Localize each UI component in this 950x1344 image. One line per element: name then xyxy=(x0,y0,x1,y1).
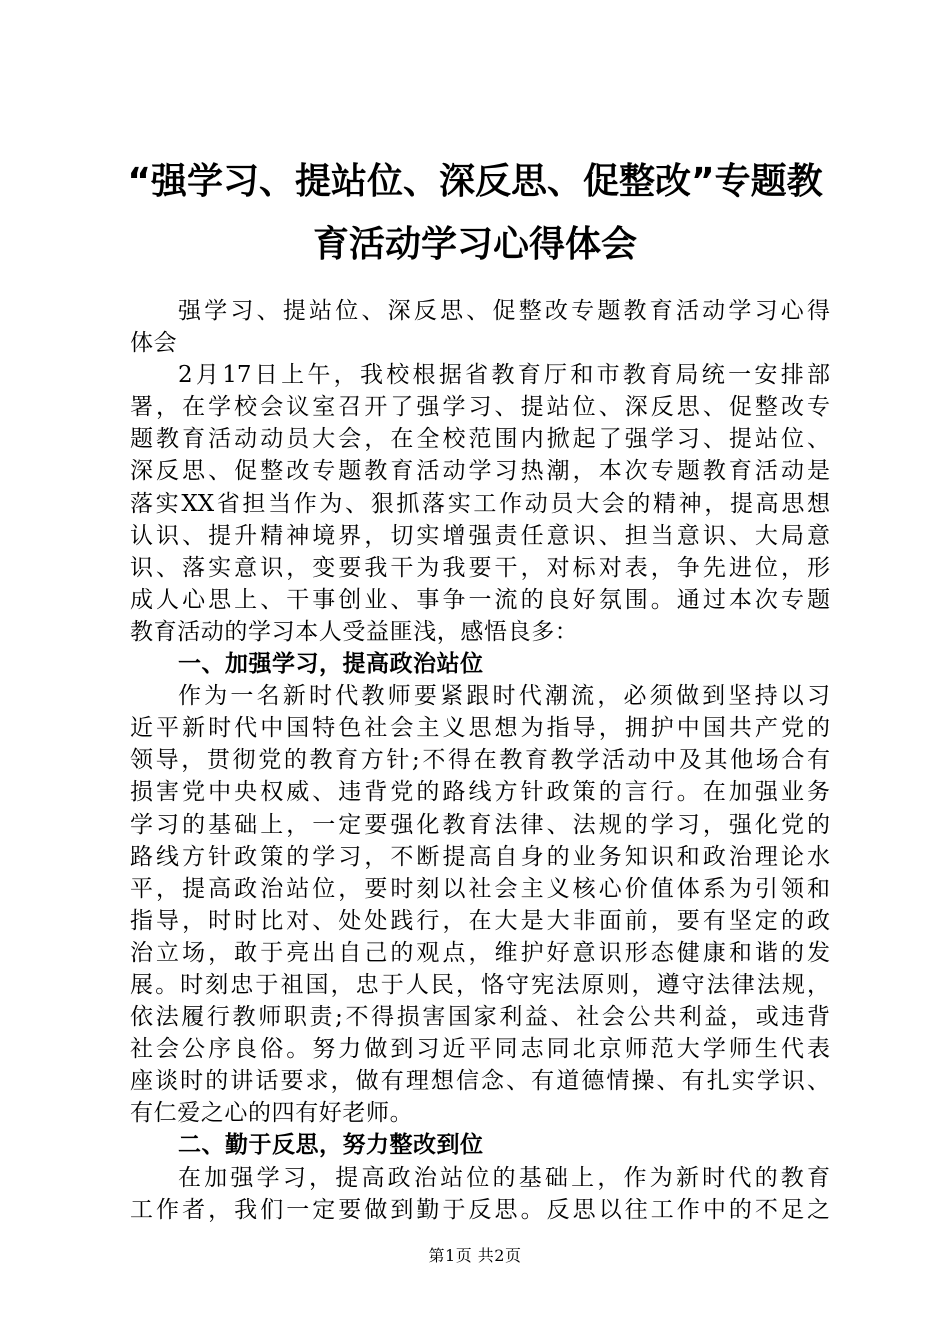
body-line: 在加强学习，提高政治站位的基础上，作为新时代的教育 xyxy=(178,1164,830,1191)
body-line: 深反思、促整改专题教育活动学习热潮，本次专题教育活动是 xyxy=(130,458,830,485)
document-title-line-2: 育活动学习心得体会 xyxy=(312,224,637,265)
body-line: 指导，时时比对、处处践行，在大是大非面前，要有坚定的政 xyxy=(130,907,830,934)
body-line: 领导，贯彻党的教育方针;不得在教育教学活动中及其他场合有 xyxy=(130,747,830,774)
body-line: 依法履行教师职责;不得损害国家利益、社会公共利益，或违背 xyxy=(130,1004,830,1031)
body-line: 路线方针政策的学习，不断提高自身的业务知识和政治理论水 xyxy=(130,843,830,870)
body-line: 2月17日上午，我校根据省教育厅和市教育局统一安排部 xyxy=(178,362,830,389)
document-title-line-1: “强学习、提站位、深反思、促整改”专题教 xyxy=(127,161,823,202)
body-line: 署，在学校会议室召开了强学习、提站位、深反思、促整改专 xyxy=(130,394,830,421)
section-heading-2: 二、勤于反思，努力整改到位 xyxy=(178,1132,484,1159)
body-line: 展。时刻忠于祖国，忠于人民，恪守宪法原则，遵守法律法规， xyxy=(130,971,830,998)
body-line: 有仁爱之心的四有好老师。 xyxy=(130,1100,414,1127)
body-line: 工作者，我们一定要做到勤于反思。反思以往工作中的不足之 xyxy=(130,1196,830,1223)
body-line: 治立场，敢于亮出自己的观点，维护好意识形态健康和谐的发 xyxy=(130,939,830,966)
body-line: 学习的基础上，一定要强化教育法律、法规的学习，强化党的 xyxy=(130,811,830,838)
body-line: 认识、提升精神境界，切实增强责任意识、担当意识、大局意 xyxy=(130,522,830,549)
body-line: 教育活动的学习本人受益匪浅，感悟良多： xyxy=(130,618,579,645)
body-line: 落实XX省担当作为、狠抓落实工作动员大会的精神，提高思想 xyxy=(130,490,830,517)
body-line: 社会公序良俗。努力做到习近平同志同北京师范大学师生代表 xyxy=(130,1036,830,1063)
body-line: 强学习、提站位、深反思、促整改专题教育活动学习心得 xyxy=(178,298,830,324)
body-line: 成人心思上、干事创业、事争一流的良好氛围。通过本次专题 xyxy=(130,586,830,613)
document-body xyxy=(130,295,830,1226)
body-line: 损害党中央权威、违背党的路线方针政策的言行。在加强业务 xyxy=(130,779,830,806)
body-line: 座谈时的讲话要求，做有理想信念、有道德情操、有扎实学识、 xyxy=(130,1068,830,1095)
body-line: 题教育活动动员大会，在全校范围内掀起了强学习、提站位、 xyxy=(130,426,830,453)
body-line: 平，提高政治站位，要时刻以社会主义核心价值体系为引领和 xyxy=(130,875,830,902)
body-line: 作为一名新时代教师要紧跟时代潮流，必须做到坚持以习 xyxy=(178,683,830,710)
section-heading-1: 一、加强学习，提高政治站位 xyxy=(178,651,484,678)
body-line: 体会 xyxy=(130,330,178,357)
page-footer: 第1页 共2页 xyxy=(428,1246,522,1265)
body-line: 识、落实意识，变要我干为我要干，对标对表，争先进位，形 xyxy=(130,554,830,581)
body-line: 近平新时代中国特色社会主义思想为指导，拥护中国共产党的 xyxy=(130,715,830,742)
